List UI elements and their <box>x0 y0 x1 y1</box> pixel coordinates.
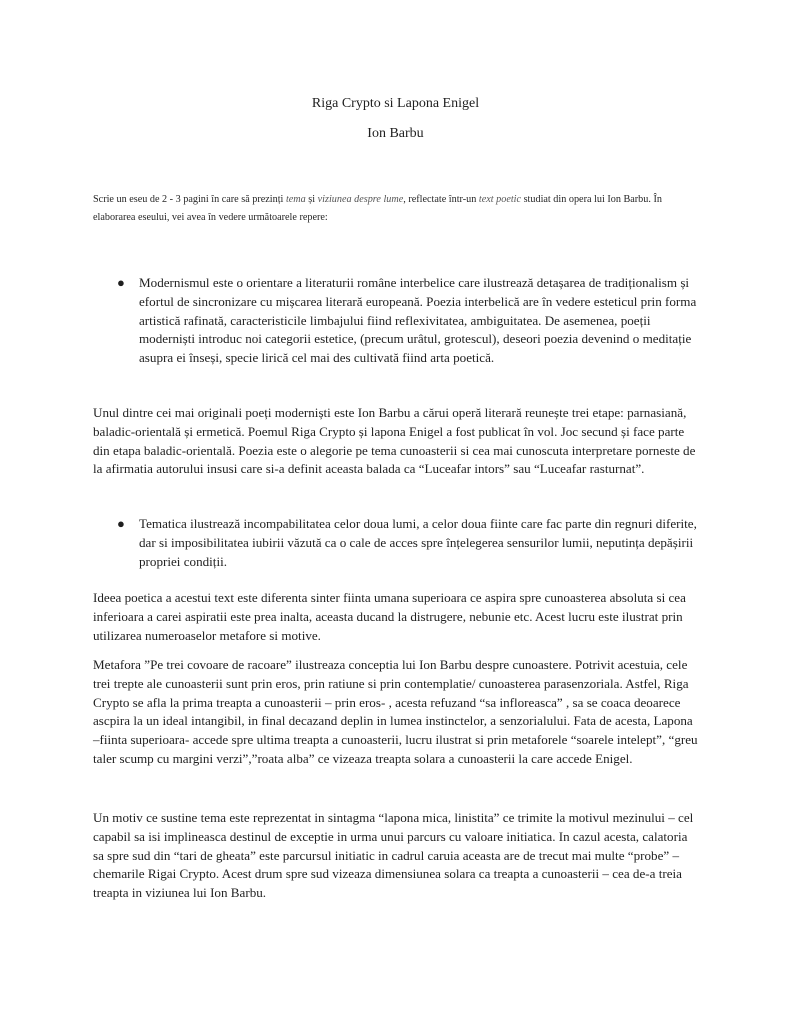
instructions-italic-text-poetic: text poetic <box>478 194 522 205</box>
paragraph-motiv: Un motiv ce sustine tema este reprezentat in sintagma “lapona mica, linistita” ce trimite la motivul mezinului – cel capabil sa isi implineasca destinul de exceptie in urma unui parcurs cu valoare initiatica. In cazul acesta, calatoria sa spre sud din “tari de gheata” este parcursul initiatic in cadrul caruia aceasta are de trecut mai multe “probe” –chemarile Rigai Crypto. Acest drum spre sud vizeaza dimensiunea solara ca treapta a cunoasterii – cea de-a treia treapta in viziunea lui Ion Barbu. <box>93 810 694 901</box>
instructions-text-2: și <box>305 194 318 205</box>
paragraph-intro-ion-barbu: Unul dintre cei mai originali poeți moderniști este Ion Barbu a cărui operă literară reunește trei etape: parnasiană, baladic-orientală și ermetică. Poemul Riga Crypto și lapona Enigel a fost publicat în vol. Joc secund și face parte din etapa baladic-orientală. Poezia este o alegorie pe tema cunoasterii si cea mai cunoscuta interpretare porneste de la afirmatia autorului insusi care si-a definit aceasta balada ca “Luceafar intors” sau “Luceafar rasturnat”. <box>93 405 696 477</box>
document-title: Riga Crypto si Lapona Enigel <box>311 96 480 111</box>
document-author: Ion Barbu <box>367 126 424 141</box>
bullet-dot-icon: ● <box>117 516 125 531</box>
essay-instructions <box>93 191 698 227</box>
bullet-tematica: Tematica ilustrează incompabilitatea celor doua lumi, a celor doua fiinte care fac parte din regnuri diferite, dar si imposibilitatea iubirii văzută ca o cale de acces spre înțelegerea sensurilor lumii, neputința depășirii propriei condiții. <box>139 516 697 569</box>
instructions-text-4: studiat din opera lui Ion Barbu. În elaborarea eseului, vei avea în vedere următoarele repere: <box>93 194 662 223</box>
paragraph-ideea-poetica: Ideea poetica a acestui text este diferenta sinter fiinta umana superioara ce aspira spre cunoasterea absoluta si cea inferioara a carei aspiratii este prea inalta, aceasta ducand la distrugere, nebunie etc. Acest lucru este ilustrat prin utilizarea numeroaselor metafore si motive. <box>93 590 686 643</box>
paragraph-metafora: Metafora ”Pe trei covoare de racoare” ilustreaza conceptia lui Ion Barbu despre cunoastere. Potrivit acestuia, cele trei trepte ale cunoasterii sunt prin eros, prin ratiune si prin contemplatie/ cunoasterea parasenzoriala. Astfel, Riga Crypto se afla la prima treapta a cunoasterii – prin eros- , acesta refuzand “sa infloreasca” , sa se coaca deoarece ascpira la un ideal intangibil, in final decazand deplin in lumea instinctelor, a senzorialului. Fata de acesta, Lapona –fiinta superioara- accede spre ultima treapta a cunoasterii, lucru ilustrat si prin metaforele “soarele intelept”, “greu taler scump cu margini verzi”,”roata alba” ce vizeaza treapta solara a cunoasterii la care accede Enigel. <box>93 657 698 766</box>
bullet-modernism: Modernismul este o orientare a literaturii române interbelice care ilustrează detașarea de tradiționalism și efortul de sincronizare cu mișcarea literară europeană. Poezia interbelică are în vedere esteticul prin forma artistică rafinată, caracteristicile limbajului fiind reflexivitatea, ambiguitatea. De asemenea, poeții moderniști introduc noi categorii estetice, (precum urâtul, grotescul), deseori poezia devenind o meditație asupra ei înseși, specie lirică cel mai des cultivată fiind arta poetică. <box>139 275 697 366</box>
instructions-text-3: , reflectate într-un <box>403 194 479 205</box>
instructions-italic-tema: tema <box>285 194 306 205</box>
instructions-italic-viziune: viziunea despre lume <box>317 194 404 205</box>
bullet-dot-icon: ● <box>117 275 125 290</box>
instructions-text-1: Scrie un eseu de 2 - 3 pagini în care să prezinți <box>93 194 286 205</box>
